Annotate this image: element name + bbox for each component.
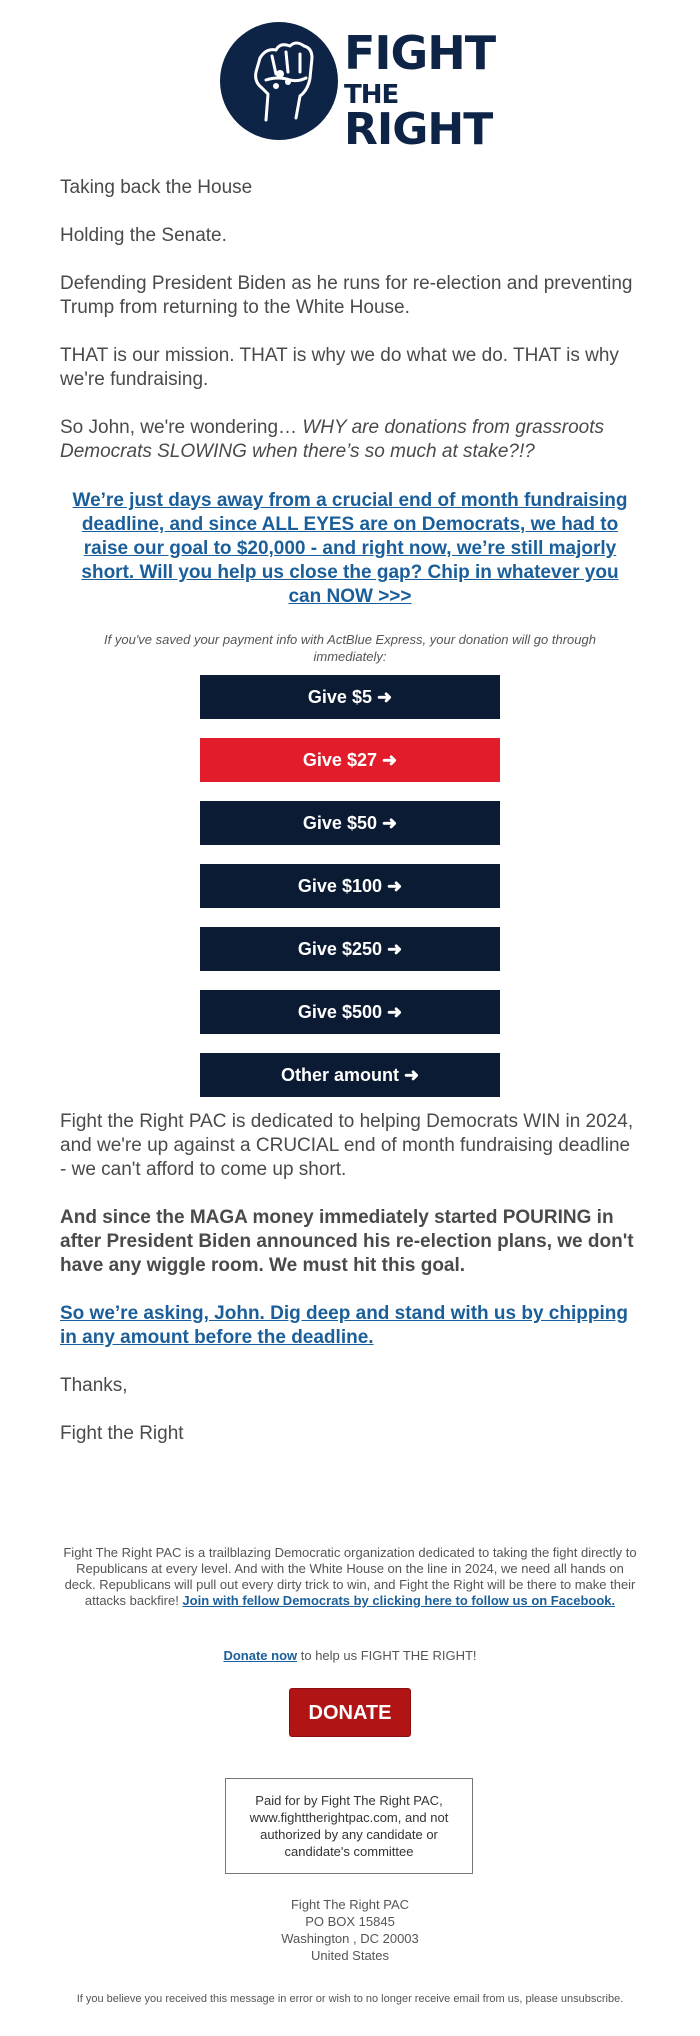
donate-now-link[interactable]: Donate now	[223, 1648, 298, 1663]
actblue-express-note: If you've saved your payment info with ActBlue Express, your donation will go through immediately:	[104, 632, 596, 664]
give-500-button[interactable]: Give $500 ➜	[200, 990, 500, 1034]
facebook-link[interactable]: Join with fellow Democrats by clicking here to follow us on Facebook.	[182, 1593, 616, 1608]
signature-text: Fight the Right	[60, 1423, 184, 1444]
dig-deep-link[interactable]: So we’re asking, John. Dig deep and stand with us by chipping in any amount before the deadline.	[60, 1303, 628, 1348]
give-50-button[interactable]: Give $50 ➜	[200, 801, 500, 845]
wondering-prefix: So John, we're wondering…	[60, 417, 303, 438]
logo-the: THE	[344, 80, 399, 110]
paid-for-box	[225, 1778, 473, 1874]
paragraph-house: Taking back the House	[60, 177, 253, 198]
address-line: United States	[310, 1948, 390, 1963]
address-line: Washington , DC 20003	[281, 1931, 419, 1946]
fist-icon	[220, 22, 338, 140]
mailing-address	[200, 1896, 500, 1964]
address-line: PO BOX 15845	[305, 1914, 395, 1929]
give-5-button[interactable]: Give $5 ➜	[200, 675, 500, 719]
paragraph-wondering	[60, 416, 640, 464]
donate-now-suffix: to help us FIGHT THE RIGHT!	[297, 1648, 477, 1663]
give-27-button[interactable]: Give $27 ➜	[200, 738, 500, 782]
deadline-cta-link[interactable]: We’re just days away from a crucial end of month fundraising deadline, and since ALL EYES are on Democrats, we had to raise our goal to $20,000 - and right now, we’re still majorly short. Will you help us close the gap? Chip in whatever you can NOW >>>	[72, 490, 628, 607]
footer-about-text: Fight The Right PAC is a trailblazing Democratic organization dedicated to taking the fight directly to Republicans at every level. And with the White House on the line in 2024, we need all hands on deck. Republicans will pull out every dirty trick to win, and Fight the Right will be there to make their attacks backfire!	[63, 1545, 637, 1608]
footer-about	[60, 1545, 640, 1609]
paragraph-biden: Defending President Biden as he runs for re-election and preventing Trump from returning to the White House.	[60, 273, 633, 318]
paragraph-senate: Holding the Senate.	[60, 225, 227, 246]
unsubscribe-text: If you believe you received this message in error or wish to no longer receive email from us, please unsubscribe.	[76, 1993, 624, 2005]
wondering-question: WHY are donations from grassroots Democrats SLOWING when there’s so much at stake?!?	[60, 417, 604, 462]
thanks-text: Thanks,	[60, 1375, 128, 1396]
fight-the-right-logo[interactable]	[220, 22, 496, 155]
logo-wordmark	[344, 26, 496, 155]
logo-right: RIGHT	[344, 104, 493, 155]
give-250-button[interactable]: Give $250 ➜	[200, 927, 500, 971]
logo-fight: FIGHT	[344, 26, 496, 80]
paragraph-pac-dedicated: Fight the Right PAC is dedicated to helping Democrats WIN in 2024, and we're up against a CRUCIAL end of month fundraising deadline - we can't afford to come up short.	[60, 1111, 634, 1180]
donate-button[interactable]: DONATE	[289, 1688, 411, 1737]
address-line: Fight The Right PAC	[290, 1897, 409, 1912]
paragraph-mission: THAT is our mission. THAT is why we do what we do. THAT is why we're fundraising.	[60, 345, 619, 390]
other-amount-button[interactable]: Other amount ➜	[200, 1053, 500, 1097]
donate-now-line	[60, 1648, 640, 1664]
give-100-button[interactable]: Give $100 ➜	[200, 864, 500, 908]
paid-for-text: Paid for by Fight The Right PAC, www.fighttherightpac.com, and not authorized by any candidate or candidate's committee	[249, 1793, 449, 1859]
paragraph-maga-money: And since the MAGA money immediately started POURING in after President Biden announced his re-election plans, we don't have any wiggle room. We must hit this goal.	[60, 1207, 634, 1276]
